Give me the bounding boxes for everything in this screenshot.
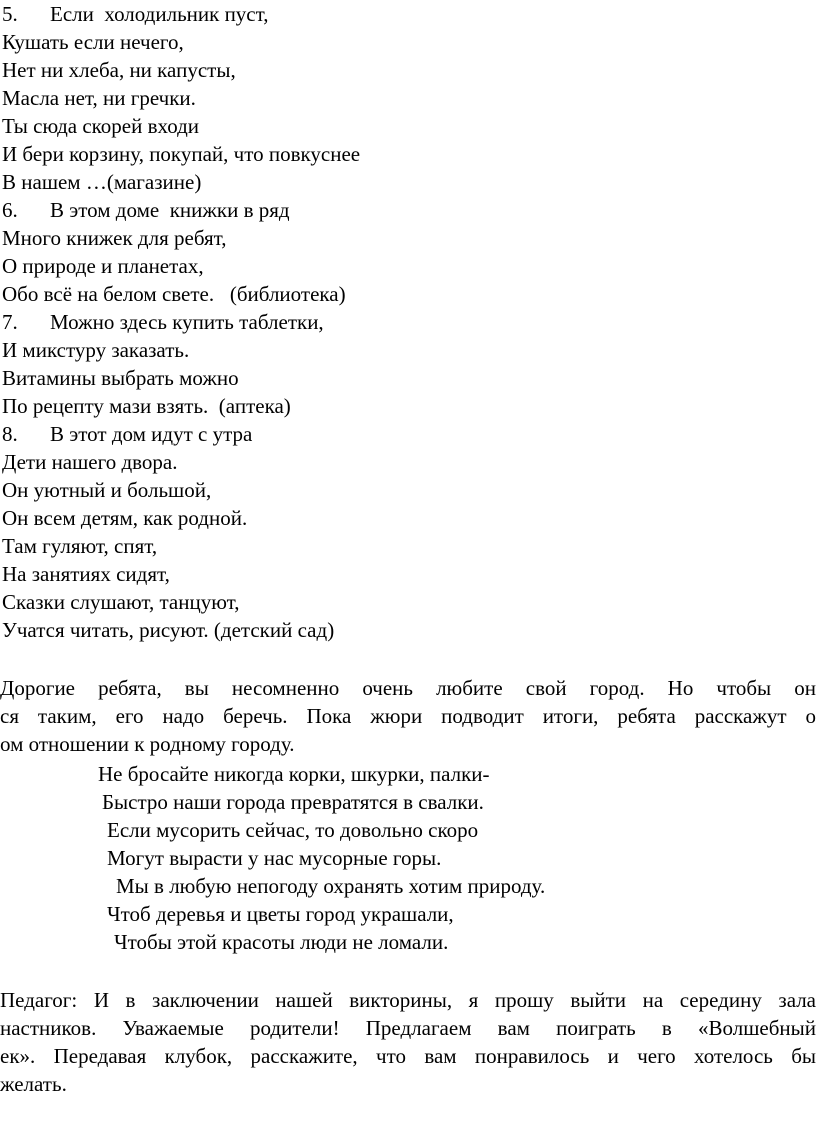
- riddle-7-line-4: По рецепту мази взять. (аптека): [2, 394, 291, 418]
- riddle-5-line-6: И бери корзину, покупай, что повкуснее: [2, 142, 361, 166]
- riddle-8-line-3: Он уютный и большой,: [2, 478, 212, 502]
- riddle-8-line-6: На занятиях сидят,: [2, 562, 170, 586]
- riddle-6-first-line: В этом доме книжки в ряд: [50, 198, 290, 222]
- closing-paragraph-line-4: желать.: [0, 1072, 67, 1096]
- poem-line-6: Чтоб деревья и цветы город украшали,: [107, 902, 454, 926]
- riddle-6-line-4: Обо всё на белом свете. (библиотека): [2, 282, 346, 306]
- intro-paragraph-line-2: ся таким, его надо беречь. Пока жюри подводит итоги, ребята расскажут о: [0, 704, 816, 728]
- riddle-5-line-7: В нашем …(магазине): [2, 170, 202, 194]
- riddle-8-line-4: Он всем детям, как родной.: [2, 506, 248, 530]
- poem-line-7: Чтобы этой красоты люди не ломали.: [114, 930, 449, 954]
- riddle-7-line-3: Витамины выбрать можно: [2, 366, 239, 390]
- poem-line-4: Могут вырасти у нас мусорные горы.: [107, 846, 442, 870]
- poem-line-2: Быстро наши города превратятся в свалки.: [102, 790, 484, 814]
- closing-paragraph-line-2: настников. Уважаемые родители! Предлагаем вам поиграть в «Волшебный: [0, 1016, 816, 1040]
- riddle-6-line-3: О природе и планетах,: [2, 254, 204, 278]
- riddle-5-first-line: Если холодильник пуст,: [50, 2, 269, 26]
- riddle-5-number: 5.: [2, 2, 18, 26]
- poem-line-3: Если мусорить сейчас, то довольно скоро: [107, 818, 479, 842]
- riddle-8-number: 8.: [2, 422, 18, 446]
- riddle-8-line-7: Сказки слушают, танцуют,: [2, 590, 240, 614]
- riddle-8-first-line: В этот дом идут с утра: [50, 422, 253, 446]
- riddle-6-line-2: Много книжек для ребят,: [2, 226, 227, 250]
- riddle-8-line-2: Дети нашего двора.: [2, 450, 178, 474]
- riddle-5-line-2: Кушать если нечего,: [2, 30, 184, 54]
- riddle-5-line-1: [2, 0, 268, 28]
- poem-line-1: Не бросайте никогда корки, шкурки, палки-: [98, 762, 490, 786]
- closing-paragraph-line-3: ек». Передавая клубок, расскажите, что вам понравилось и чего хотелось бы: [0, 1044, 816, 1068]
- riddle-5-line-3: Нет ни хлеба, ни капусты,: [2, 58, 236, 82]
- riddle-6-line-1: [2, 196, 290, 224]
- riddle-5-line-5: Ты сюда скорей входи: [2, 114, 200, 138]
- riddle-7-first-line: Можно здесь купить таблетки,: [50, 310, 324, 334]
- riddle-8-line-1: [2, 420, 252, 448]
- intro-paragraph-line-3: ом отношении к родному городу.: [0, 732, 295, 756]
- riddle-5-line-4: Масла нет, ни гречки.: [2, 86, 196, 110]
- poem-line-5: Мы в любую непогоду охранять хотим природу.: [116, 874, 546, 898]
- intro-paragraph-line-1: Дорогие ребята, вы несомненно очень любите свой город. Но чтобы он: [0, 676, 816, 700]
- riddle-8-line-8: Учатся читать, рисуют. (детский сад): [2, 618, 335, 642]
- closing-paragraph-line-1: Педагог: И в заключении нашей викторины, я прошу выйти на середину зала: [0, 988, 816, 1012]
- riddle-6-number: 6.: [2, 198, 18, 222]
- riddle-7-number: 7.: [2, 310, 18, 334]
- riddle-7-line-2: И микстуру заказать.: [2, 338, 190, 362]
- riddle-7-line-1: [2, 308, 324, 336]
- riddle-8-line-5: Там гуляют, спят,: [2, 534, 158, 558]
